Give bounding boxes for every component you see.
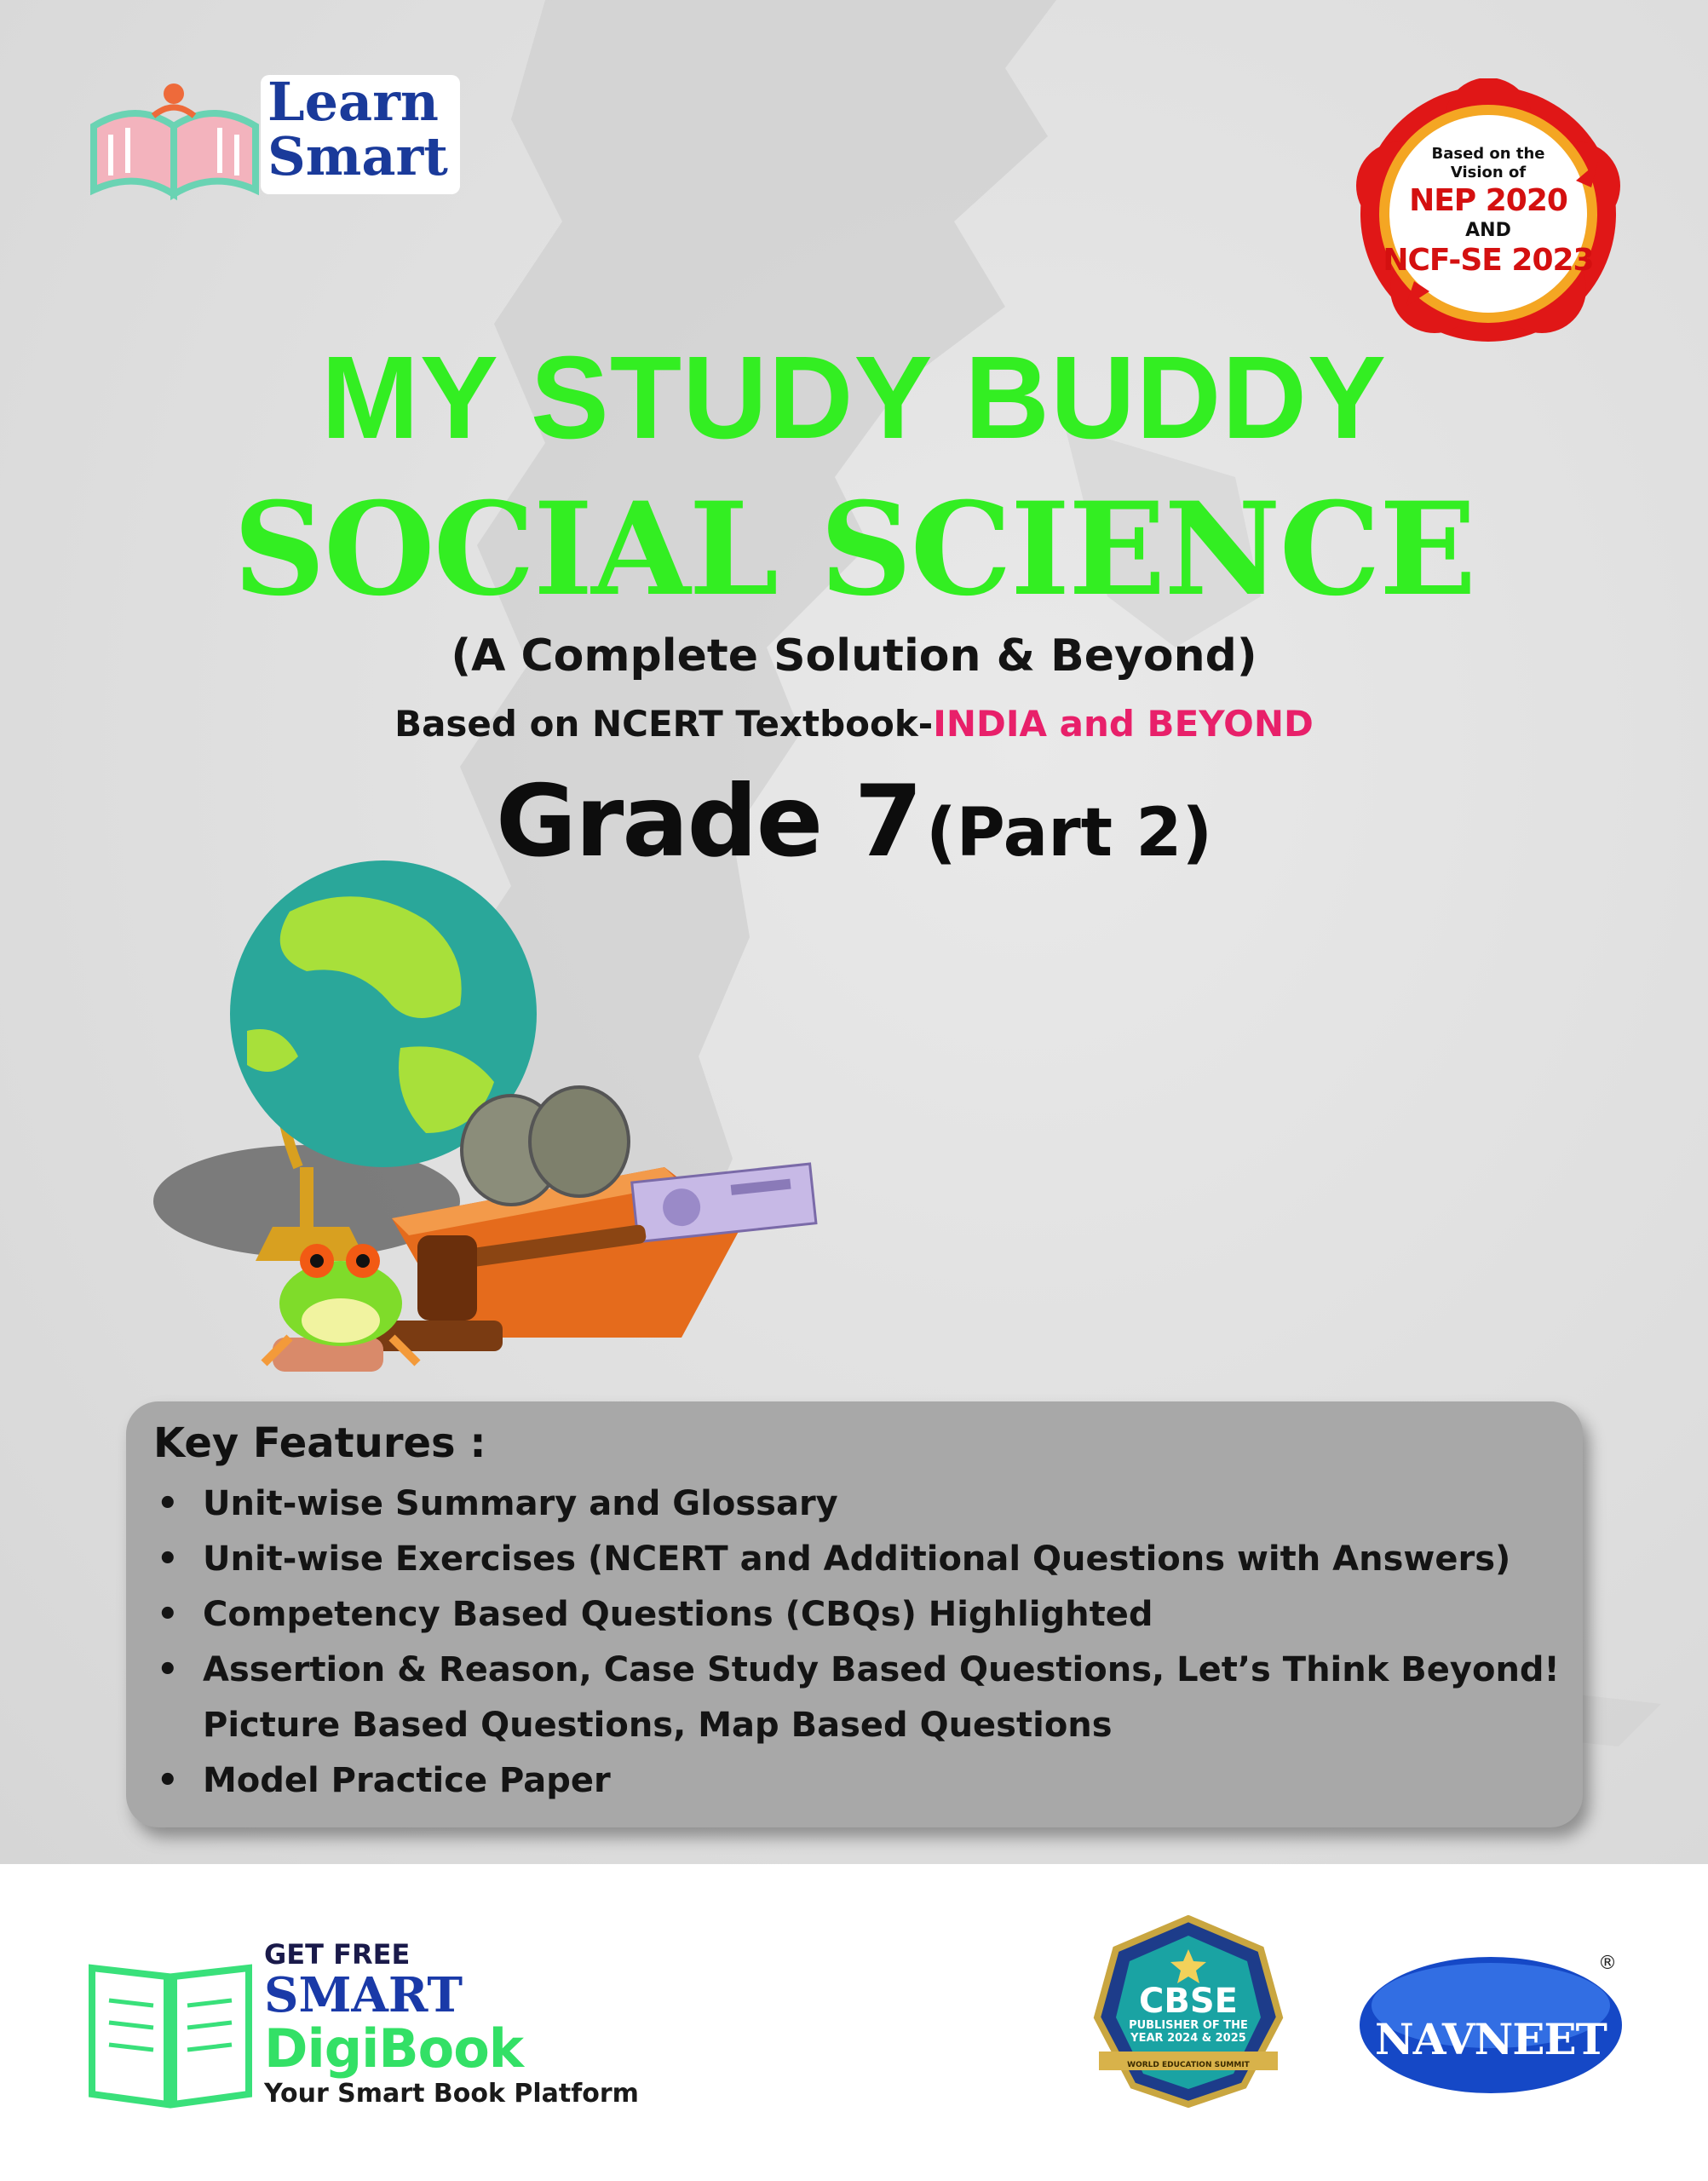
- badge-line-2: Vision of: [1450, 164, 1527, 181]
- based-on-prefix: Based on NCERT Textbook-: [394, 703, 934, 745]
- based-on-line: [0, 699, 1708, 750]
- cbse-line-2: YEAR 2024 & 2025: [1130, 2032, 1246, 2045]
- feature-item-line-1: Assertion & Reason, Case Study Based Questions, Let’s Think Beyond!: [203, 1650, 1560, 1689]
- open-book-icon: [85, 75, 264, 203]
- registered-mark: ®: [1598, 1953, 1617, 1974]
- feature-item: [153, 1643, 1567, 1753]
- cbse-award-seal: [1090, 1915, 1286, 2108]
- digibook-line-1: GET FREE: [264, 1938, 411, 1971]
- textbook-name: INDIA and BEYOND: [933, 703, 1314, 745]
- badge-line-3: NEP 2020: [1409, 183, 1567, 218]
- key-features-heading: Key Features :: [153, 1419, 486, 1467]
- series-title: MY STUDY BUDDY: [320, 332, 1388, 463]
- cover-illustration: [136, 860, 852, 1389]
- learn-smart-logo: [85, 71, 460, 203]
- grade-label: Grade 7: [495, 764, 922, 879]
- feature-item-line-2: Picture Based Questions, Map Based Questions: [203, 1706, 1113, 1745]
- nep-badge: [1353, 78, 1624, 349]
- digibook-line-2: SMART: [264, 1967, 463, 2023]
- cbse-line-1: PUBLISHER OF THE: [1129, 2019, 1248, 2032]
- tagline: (A Complete Solution & Beyond): [451, 630, 1257, 682]
- coin-2: [530, 1087, 629, 1196]
- badge-line-5: NCF-SE 2023: [1383, 243, 1594, 278]
- feature-item: • Model Practice Paper: [153, 1753, 1567, 1809]
- navneet-wordmark: NAVNEET: [1375, 2014, 1607, 2064]
- badge-line-1: Based on the: [1431, 145, 1545, 163]
- frog: [264, 1244, 417, 1372]
- gavel-head: [417, 1235, 477, 1321]
- digibook-line-3: DigiBook: [264, 2017, 524, 2080]
- subject-title: SOCIAL SCIENCE: [233, 475, 1475, 624]
- feature-item: • Competency Based Questions (CBQs) Highlighted: [153, 1587, 1567, 1643]
- badge-line-4: AND: [1465, 220, 1511, 241]
- part-label: (Part 2): [925, 795, 1213, 872]
- feature-item: • Unit-wise Exercises (NCERT and Additional Questions with Answers): [153, 1532, 1567, 1587]
- cbse-ribbon: WORLD EDUCATION SUMMIT: [1127, 2061, 1250, 2069]
- cbse-title: CBSE: [1139, 1982, 1238, 2021]
- navneet-logo: [1354, 1953, 1627, 2098]
- feature-item: • Unit-wise Summary and Glossary: [153, 1476, 1567, 1532]
- smart-digibook-logo: [85, 1934, 639, 2121]
- logo-line-learn: Learn: [267, 71, 439, 133]
- logo-line-smart: Smart: [267, 125, 448, 187]
- digibook-line-4: Your Smart Book Platform: [264, 2079, 639, 2109]
- key-features-list: [153, 1476, 1567, 1809]
- digibook-icon: [85, 1951, 256, 2113]
- key-features-box: [126, 1401, 1583, 1827]
